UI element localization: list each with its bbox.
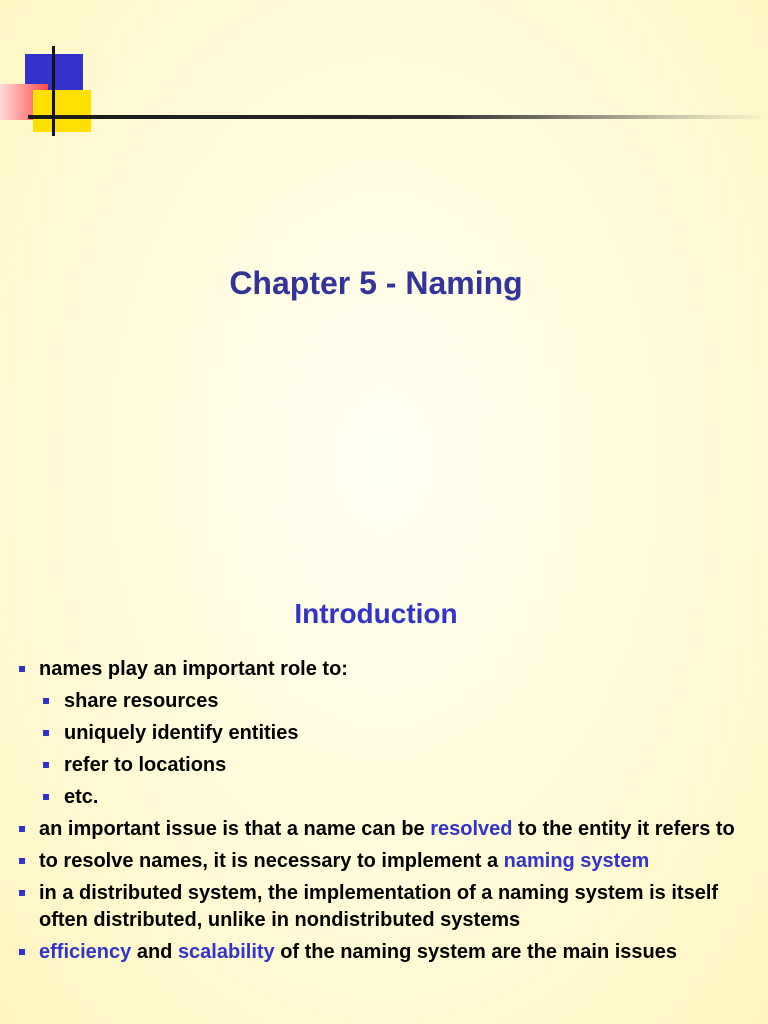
bullet-text-part: of the naming system are the main issues: [274, 941, 678, 963]
logo-horizontal-rule: [28, 115, 768, 119]
bullet-square-icon: [43, 794, 49, 800]
highlighted-term: naming system: [503, 850, 650, 872]
highlighted-term: efficiency: [39, 941, 132, 963]
bullet-text-part: to the entity it refers to: [512, 818, 735, 840]
sub-bullet-item: [0, 688, 768, 715]
section-title: Introduction: [294, 598, 458, 629]
logo-yellow-square: [33, 90, 91, 132]
logo-vertical-rule: [52, 46, 55, 136]
bullet-item: [0, 816, 768, 843]
slide-logo-icon: [0, 0, 768, 140]
bullet-square-icon: [43, 762, 49, 768]
bullet-text: names play an important role to:: [39, 658, 348, 680]
sub-bullet-item: [0, 784, 768, 811]
bullet-item: [0, 656, 768, 683]
bullet-text-part: an important issue is that a name can be: [39, 818, 431, 840]
bullet-text-part: and: [131, 941, 178, 963]
sub-bullet-item: [0, 720, 768, 747]
bullet-square-icon: [43, 730, 49, 736]
bullet-item: [0, 939, 768, 966]
slide-introduction: [0, 560, 768, 1024]
bullet-square-icon: [19, 890, 25, 896]
bullet-item: [0, 848, 768, 875]
bullet-text: uniquely identify entities: [64, 722, 299, 744]
bullet-square-icon: [19, 666, 25, 672]
sub-bullet-item: [0, 752, 768, 779]
bullet-text: refer to locations: [64, 754, 227, 776]
chapter-title: Chapter 5 - Naming: [229, 265, 523, 301]
bullet-item: [0, 880, 768, 934]
bullet-list: [0, 656, 768, 971]
highlighted-term: resolved: [430, 818, 513, 840]
bullet-text: etc.: [64, 786, 99, 808]
bullet-square-icon: [19, 949, 25, 955]
bullet-square-icon: [19, 858, 25, 864]
bullet-square-icon: [19, 826, 25, 832]
bullet-text: in a distributed system, the implementation of a naming system is itself often distributed, unlike in nondistributed systems: [39, 882, 719, 931]
bullet-text-part: to resolve names, it is necessary to implement a: [39, 850, 504, 872]
highlighted-term: scalability: [177, 941, 275, 963]
bullet-text: share resources: [64, 690, 219, 712]
bullet-square-icon: [43, 698, 49, 704]
